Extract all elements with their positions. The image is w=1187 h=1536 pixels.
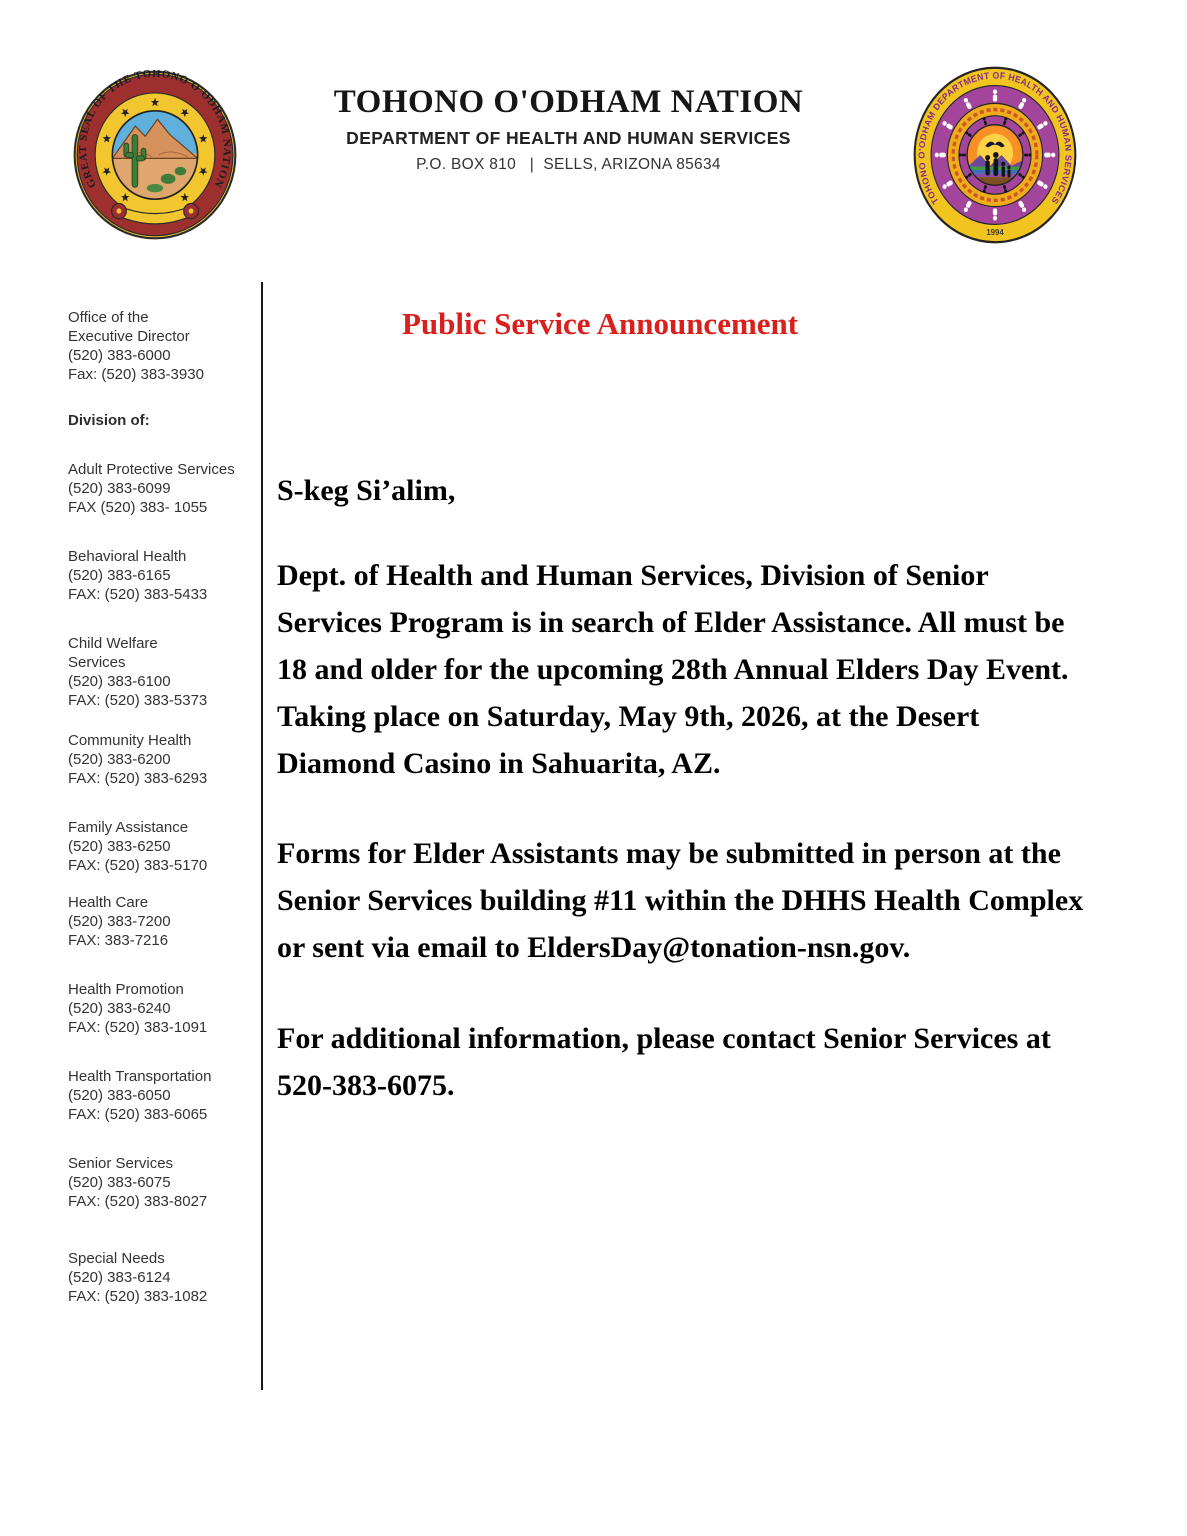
left-seal-ring-text: GREAT SEAL OF THE TOHONO O'ODHAM NATION (77, 70, 233, 190)
paragraph-line: For additional information, please contact Senior Services at (277, 1022, 1051, 1055)
address-line: P.O. BOX 810 | SELLS, ARIZONA 85634 (416, 156, 721, 173)
contact-line: Health Care (68, 894, 149, 911)
contact-line: FAX: (520) 383-5373 (68, 692, 208, 709)
psa-title: Public Service Announcement (402, 306, 799, 341)
contact-line: Services (68, 654, 126, 671)
paragraph-additional-info (277, 1015, 1051, 1109)
contact-line: (520) 383-6099 (68, 480, 171, 497)
division-health-care (68, 893, 263, 950)
contact-line: FAX: (520) 383-5170 (68, 857, 208, 874)
division-behavioral-health (68, 547, 263, 604)
right-seal-ring-text: TOHONO O'ODHAM DEPARTMENT OF HEALTH AND HUMAN SERVICES (916, 70, 1074, 207)
contact-line: Executive Director (68, 328, 190, 345)
division-adult-protective-services (68, 460, 263, 517)
division-of-label: Division of: (68, 412, 150, 429)
contact-line: FAX: (520) 383-8027 (68, 1193, 208, 1210)
office-of-executive-director-contact (68, 308, 263, 384)
contact-line: Family Assistance (68, 819, 189, 836)
contact-line: FAX: (520) 383-6065 (68, 1106, 208, 1123)
contact-line: FAX: (520) 383-1082 (68, 1288, 208, 1305)
paragraph-line: Taking place on Saturday, May 9th, 2026, at the Desert (277, 700, 980, 733)
paragraph-line: Senior Services building #11 within the DHHS Health Complex (277, 884, 1084, 917)
department-name: DEPARTMENT OF HEALTH AND HUMAN SERVICES (346, 128, 791, 148)
contact-line: (520) 383-6000 (68, 347, 171, 364)
paragraph-line: Services Program is in search of Elder Assistance. All must be (277, 606, 1065, 639)
contact-line: Health Transportation (68, 1068, 212, 1085)
paragraph-line: Dept. of Health and Human Services, Division of Senior (277, 559, 989, 592)
contact-line: (520) 383-7200 (68, 913, 171, 930)
contact-line: Fax: (520) 383-3930 (68, 366, 204, 383)
paragraph-line: Forms for Elder Assistants may be submitted in person at the (277, 837, 1061, 870)
contact-line: (520) 383-6240 (68, 1000, 171, 1017)
contact-line: (520) 383-6250 (68, 838, 171, 855)
contact-line: Behavioral Health (68, 548, 187, 565)
division-community-health (68, 731, 263, 788)
division-child-welfare-services (68, 634, 263, 710)
contact-line: (520) 383-6050 (68, 1087, 171, 1104)
contact-line: Child Welfare (68, 635, 158, 652)
contact-line: FAX: (520) 383-1091 (68, 1019, 208, 1036)
contact-line: Community Health (68, 732, 192, 749)
contact-line: Health Promotion (68, 981, 184, 998)
contact-line: (520) 383-6075 (68, 1174, 171, 1191)
letterhead (296, 84, 841, 174)
contact-line: FAX: 383-7216 (68, 932, 169, 949)
greeting: S-keg Si’alim, (277, 474, 456, 507)
tohono-oodham-nation-seal-icon (73, 70, 237, 240)
paragraph-form-submission (277, 830, 1083, 971)
contact-line: Office of the (68, 309, 149, 326)
vertical-divider (261, 282, 263, 1390)
contact-line: (520) 383-6100 (68, 673, 171, 690)
contact-line: (520) 383-6200 (68, 751, 171, 768)
division-health-transportation (68, 1067, 263, 1124)
paragraph-event-details (277, 552, 1069, 787)
contact-line: (520) 383-6124 (68, 1269, 171, 1286)
paragraph-line: 520-383-6075. (277, 1069, 455, 1102)
contact-line: Senior Services (68, 1155, 174, 1172)
paragraph-line: or sent via email to EldersDay@tonation-nsn.gov. (277, 931, 911, 964)
contact-line: Adult Protective Services (68, 461, 235, 478)
dhhs-seal-icon (913, 66, 1077, 244)
division-health-promotion (68, 980, 263, 1037)
paragraph-line: 18 and older for the upcoming 28th Annual Elders Day Event. (277, 653, 1069, 686)
right-seal-year: 1994 (986, 227, 1004, 238)
contact-line: FAX: (520) 383-5433 (68, 586, 208, 603)
contact-line: (520) 383-6165 (68, 567, 171, 584)
contact-sidebar (68, 308, 263, 1306)
org-name: TOHONO O'ODHAM NATION (333, 84, 804, 120)
division-family-assistance (68, 818, 263, 875)
contact-line: FAX (520) 383- 1055 (68, 499, 208, 516)
contact-line: FAX: (520) 383-6293 (68, 770, 208, 787)
contact-line: Special Needs (68, 1250, 165, 1267)
division-senior-services (68, 1154, 263, 1211)
paragraph-line: Diamond Casino in Sahuarita, AZ. (277, 747, 721, 780)
division-special-needs (68, 1249, 263, 1306)
